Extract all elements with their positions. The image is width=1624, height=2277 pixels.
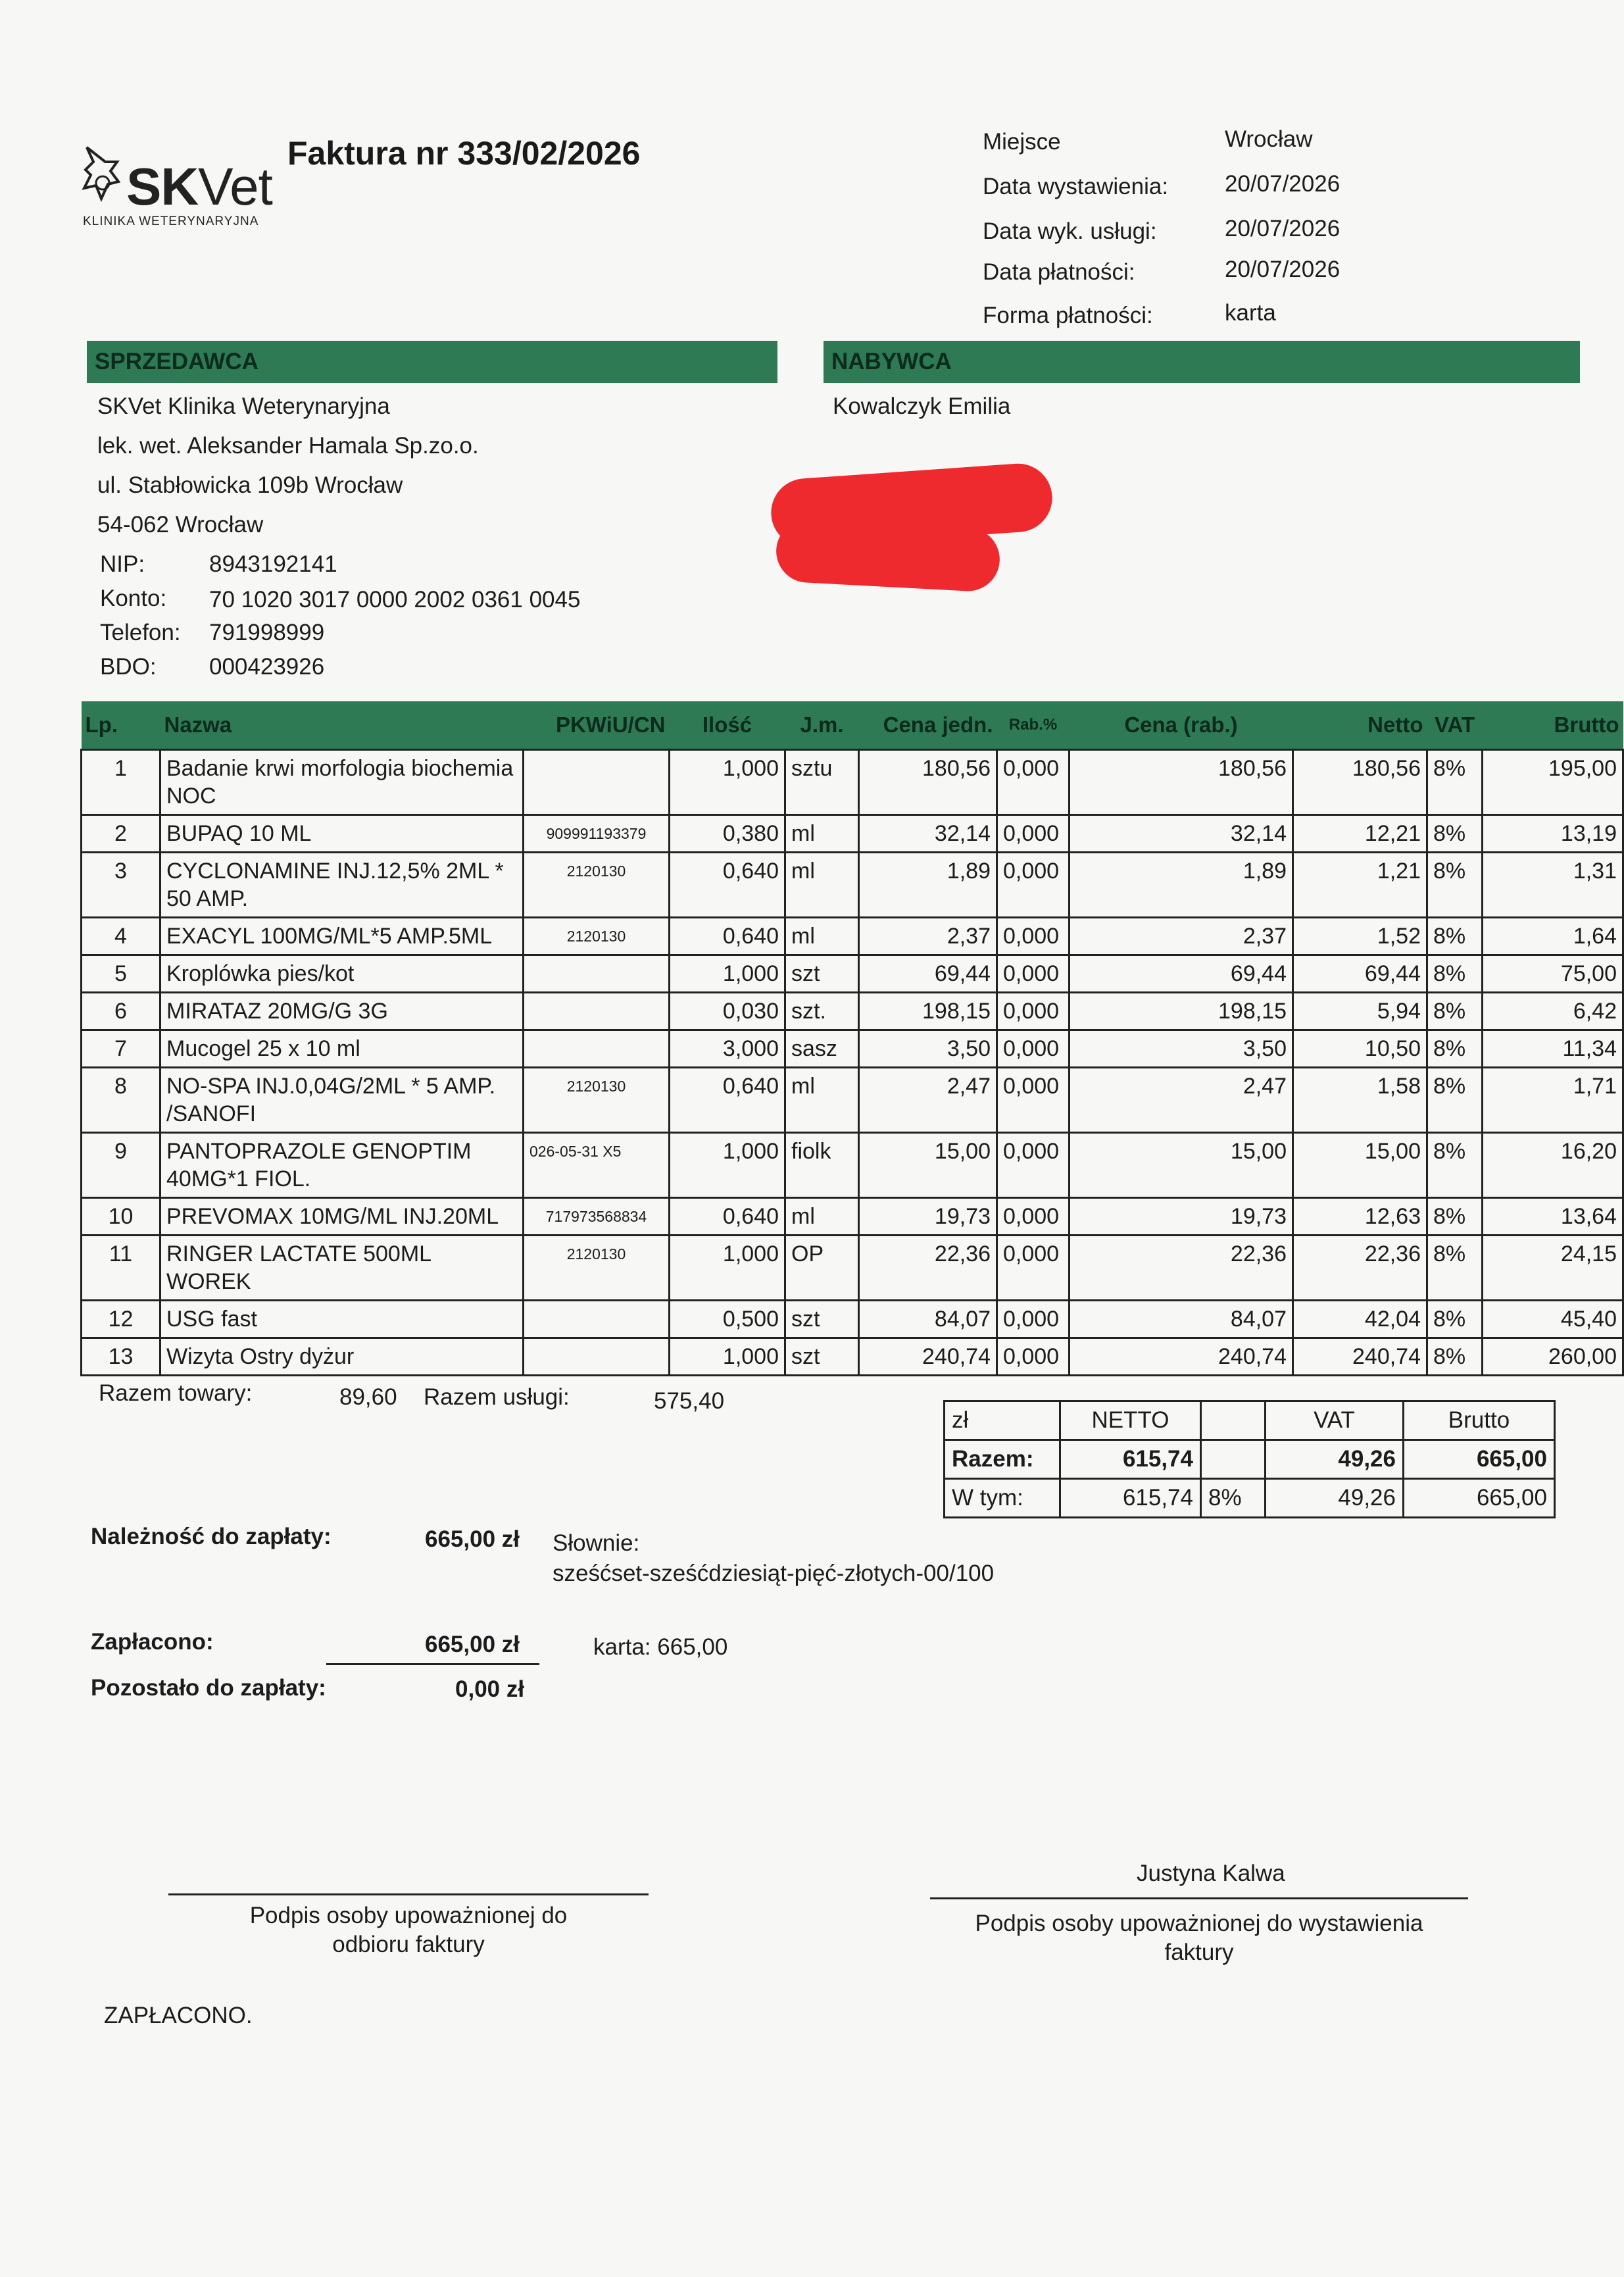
cell-gross: 45,40 (1483, 1301, 1623, 1338)
cell-gross: 260,00 (1483, 1338, 1623, 1376)
cell-name: Wizyta Ostry dyżur (160, 1338, 524, 1376)
cell-vat: 8% (1427, 853, 1483, 918)
cell-name: RINGER LACTATE 500ML WOREK (160, 1236, 524, 1301)
clinic-logo-subtitle: KLINIKA WETERYNARYJNA (83, 214, 259, 228)
cell-qty: 0,030 (670, 993, 785, 1030)
cell-discount: 0,000 (997, 955, 1070, 993)
issuer-signature-caption-1: Podpis osoby upoważnionej do wystawienia (975, 1911, 1423, 1936)
cell-price-discounted: 3,50 (1070, 1030, 1293, 1068)
summary-incl-gross: 665,00 (1404, 1479, 1555, 1518)
cell-net: 15,00 (1293, 1133, 1427, 1198)
issuer-name: Justyna Kalwa (1137, 1861, 1285, 1886)
cell-unit: ml (785, 918, 859, 955)
meta-value-place: Wrocław (1225, 126, 1313, 152)
cell-gross: 16,20 (1483, 1133, 1623, 1198)
meta-value-issue-date: 20/07/2026 (1225, 171, 1341, 197)
summary-total-label: Razem: (945, 1440, 1060, 1479)
cell-price-discounted: 19,73 (1070, 1198, 1293, 1236)
cell-price: 180,56 (859, 750, 997, 815)
cell-gross: 6,42 (1483, 993, 1623, 1030)
paid-label: Zapłacono: (91, 1629, 214, 1655)
cell-unit: szt (785, 955, 859, 993)
seller-nip-label: NIP: (100, 551, 145, 577)
cell-qty: 0,640 (670, 918, 785, 955)
invoice-title: Faktura nr 333/02/2026 (287, 135, 641, 172)
cell-lp: 8 (82, 1068, 160, 1133)
col-header-vat: VAT (1427, 701, 1483, 750)
cell-qty: 1,000 (670, 1338, 785, 1376)
col-header-lp: Lp. (82, 701, 160, 750)
cell-unit: ml (785, 1198, 859, 1236)
cell-price: 2,47 (859, 1068, 997, 1133)
col-header-price-discounted: Cena (rab.) (1070, 701, 1293, 750)
paid-value: 665,00 zł (425, 1632, 520, 1657)
summary-header-net: NETTO (1060, 1401, 1201, 1440)
cell-price: 84,07 (859, 1301, 997, 1338)
cell-qty: 1,000 (670, 955, 785, 993)
cell-price: 1,89 (859, 853, 997, 918)
col-header-name: Nazwa (160, 701, 524, 750)
cell-qty: 0,640 (670, 853, 785, 918)
cell-lp: 13 (82, 1338, 160, 1376)
cell-net: 69,44 (1293, 955, 1427, 993)
seller-account-label: Konto: (100, 586, 167, 611)
cell-qty: 3,000 (670, 1030, 785, 1068)
table-row (82, 750, 1623, 815)
buyer-name: Kowalczyk Emilia (833, 393, 1011, 419)
cell-qty: 0,380 (670, 815, 785, 853)
amount-due-value: 665,00 zł (425, 1526, 520, 1552)
table-row (82, 918, 1623, 955)
col-header-unit: J.m. (785, 701, 859, 750)
cell-qty: 0,500 (670, 1301, 785, 1338)
issuer-signature-line (930, 1897, 1468, 1899)
seller-nip-value: 8943192141 (209, 551, 337, 577)
cell-price: 19,73 (859, 1198, 997, 1236)
cell-price: 240,74 (859, 1338, 997, 1376)
paid-stamp-note: ZAPŁACONO. (104, 2003, 253, 2028)
cell-price: 69,44 (859, 955, 997, 993)
items-table (80, 701, 1624, 1376)
cell-net: 1,52 (1293, 918, 1427, 955)
meta-label-place: Miejsce (983, 129, 1061, 155)
table-row (82, 1198, 1623, 1236)
cell-price-discounted: 240,74 (1070, 1338, 1293, 1376)
cell-price-discounted: 1,89 (1070, 853, 1293, 918)
col-header-discount: Rab.% (997, 701, 1070, 750)
cell-price: 22,36 (859, 1236, 997, 1301)
summary-total-rate (1201, 1440, 1266, 1479)
cell-price-discounted: 180,56 (1070, 750, 1293, 815)
cell-unit: ml (785, 815, 859, 853)
table-row (82, 853, 1623, 918)
cell-price-discounted: 22,36 (1070, 1236, 1293, 1301)
cell-vat: 8% (1427, 955, 1483, 993)
cell-discount: 0,000 (997, 1133, 1070, 1198)
cell-gross: 24,15 (1483, 1236, 1623, 1301)
cell-pkwiu: 2120130 (524, 1236, 670, 1301)
cell-net: 12,63 (1293, 1198, 1427, 1236)
cell-unit: sasz (785, 1030, 859, 1068)
table-header-row (82, 701, 1623, 750)
cell-name: USG fast (160, 1301, 524, 1338)
cell-pkwiu: 2120130 (524, 853, 670, 918)
services-total-label: Razem usługi: (424, 1384, 570, 1410)
cell-discount: 0,000 (997, 1198, 1070, 1236)
cell-pkwiu (524, 1301, 670, 1338)
cell-unit: szt (785, 1338, 859, 1376)
cell-discount: 0,000 (997, 1338, 1070, 1376)
cell-gross: 11,34 (1483, 1030, 1623, 1068)
cell-unit: OP (785, 1236, 859, 1301)
cell-price-discounted: 84,07 (1070, 1301, 1293, 1338)
cell-lp: 10 (82, 1198, 160, 1236)
paid-underline (326, 1663, 539, 1665)
cell-gross: 13,19 (1483, 815, 1623, 853)
amount-due-label: Należność do zapłaty: (91, 1524, 332, 1549)
cell-net: 22,36 (1293, 1236, 1427, 1301)
cell-vat: 8% (1427, 918, 1483, 955)
cell-price-discounted: 69,44 (1070, 955, 1293, 993)
paid-method: karta: 665,00 (593, 1634, 728, 1660)
cell-pkwiu: 026-05-31 X5 (524, 1133, 670, 1198)
seller-bdo-value: 000423926 (209, 654, 325, 680)
cell-vat: 8% (1427, 750, 1483, 815)
cell-lp: 5 (82, 955, 160, 993)
cell-pkwiu (524, 1030, 670, 1068)
meta-label-payment-method: Forma płatności: (983, 303, 1153, 328)
summary-total-row (945, 1440, 1555, 1479)
cell-vat: 8% (1427, 1133, 1483, 1198)
cell-vat: 8% (1427, 1338, 1483, 1376)
summary-header-gross: Brutto (1404, 1401, 1555, 1440)
cell-gross: 13,64 (1483, 1198, 1623, 1236)
table-row (82, 1338, 1623, 1376)
receiver-signature-caption-2: odbioru faktury (332, 1932, 485, 1957)
cell-net: 180,56 (1293, 750, 1427, 815)
cell-qty: 0,640 (670, 1068, 785, 1133)
cell-price-discounted: 32,14 (1070, 815, 1293, 853)
cell-name: Kroplówka pies/kot (160, 955, 524, 993)
cell-vat: 8% (1427, 1236, 1483, 1301)
cell-net: 1,21 (1293, 853, 1427, 918)
cell-discount: 0,000 (997, 1236, 1070, 1301)
cell-name: MIRATAZ 20MG/G 3G (160, 993, 524, 1030)
cell-gross: 1,31 (1483, 853, 1623, 918)
cell-price-discounted: 15,00 (1070, 1133, 1293, 1198)
receiver-signature-caption-1: Podpis osoby upoważnionej do (249, 1903, 568, 1928)
cell-qty: 0,640 (670, 1198, 785, 1236)
seller-heading: SPRZEDAWCA (87, 341, 777, 383)
cell-pkwiu: 2120130 (524, 918, 670, 955)
cell-gross: 195,00 (1483, 750, 1623, 815)
cell-price: 15,00 (859, 1133, 997, 1198)
cell-lp: 7 (82, 1030, 160, 1068)
cell-gross: 1,71 (1483, 1068, 1623, 1133)
vat-summary-table (943, 1400, 1556, 1518)
col-header-qty: Ilość (670, 701, 785, 750)
summary-incl-vat: 49,26 (1266, 1479, 1404, 1518)
clinic-logo-icon (79, 142, 125, 208)
cell-vat: 8% (1427, 1198, 1483, 1236)
cell-net: 12,21 (1293, 815, 1427, 853)
summary-total-vat: 49,26 (1266, 1440, 1404, 1479)
cell-lp: 11 (82, 1236, 160, 1301)
cell-price: 2,37 (859, 918, 997, 955)
cell-pkwiu (524, 955, 670, 993)
col-header-gross: Brutto (1483, 701, 1623, 750)
seller-line-2: lek. wet. Aleksander Hamala Sp.zo.o. (97, 433, 479, 459)
table-row (82, 1236, 1623, 1301)
table-row (82, 1068, 1623, 1133)
cell-vat: 8% (1427, 1301, 1483, 1338)
amount-words-label: Słownie: (553, 1530, 640, 1556)
seller-line-4: 54-062 Wrocław (97, 512, 264, 538)
cell-price-discounted: 2,47 (1070, 1068, 1293, 1133)
cell-discount: 0,000 (997, 1301, 1070, 1338)
cell-discount: 0,000 (997, 853, 1070, 918)
cell-lp: 2 (82, 815, 160, 853)
cell-lp: 9 (82, 1133, 160, 1198)
cell-discount: 0,000 (997, 1068, 1070, 1133)
cell-name: NO-SPA INJ.0,04G/2ML * 5 AMP. /SANOFI (160, 1068, 524, 1133)
cell-unit: ml (785, 853, 859, 918)
cell-unit: sztu (785, 750, 859, 815)
summary-incl-rate: 8% (1201, 1479, 1266, 1518)
meta-value-service-date: 20/07/2026 (1225, 216, 1341, 241)
cell-discount: 0,000 (997, 750, 1070, 815)
meta-value-payment-date: 20/07/2026 (1225, 257, 1341, 282)
cell-lp: 6 (82, 993, 160, 1030)
cell-name: Mucogel 25 x 10 ml (160, 1030, 524, 1068)
summary-total-gross: 665,00 (1404, 1440, 1555, 1479)
summary-header-rate (1201, 1401, 1266, 1440)
col-header-pkwiu: PKWiU/CN (524, 701, 670, 750)
cell-price: 3,50 (859, 1030, 997, 1068)
goods-total-value: 89,60 (339, 1384, 397, 1410)
cell-gross: 75,00 (1483, 955, 1623, 993)
cell-qty: 1,000 (670, 1133, 785, 1198)
cell-lp: 1 (82, 750, 160, 815)
amount-words-value: sześćset-sześćdziesiąt-pięć-złotych-00/100 (553, 1561, 995, 1586)
cell-vat: 8% (1427, 1068, 1483, 1133)
seller-line-3: ul. Stabłowicka 109b Wrocław (97, 472, 403, 498)
cell-name: PANTOPRAZOLE GENOPTIM 40MG*1 FIOL. (160, 1133, 524, 1198)
cell-price-discounted: 2,37 (1070, 918, 1293, 955)
buyer-heading: NABYWCA (824, 341, 1580, 383)
cell-name: CYCLONAMINE INJ.12,5% 2ML * 50 AMP. (160, 853, 524, 918)
cell-pkwiu (524, 1338, 670, 1376)
cell-pkwiu: 909991193379 (524, 815, 670, 853)
summary-header-vat: VAT (1266, 1401, 1404, 1440)
remaining-value: 0,00 zł (455, 1676, 525, 1702)
cell-name: Badanie krwi morfologia biochemia NOC (160, 750, 524, 815)
cell-pkwiu: 717973568834 (524, 1198, 670, 1236)
summary-currency: zł (945, 1401, 1060, 1440)
summary-incl-net: 615,74 (1060, 1479, 1201, 1518)
cell-qty: 1,000 (670, 1236, 785, 1301)
cell-unit: ml (785, 1068, 859, 1133)
table-row (82, 1030, 1623, 1068)
cell-discount: 0,000 (997, 918, 1070, 955)
services-total-value: 575,40 (654, 1388, 725, 1414)
cell-pkwiu: 2120130 (524, 1068, 670, 1133)
summary-incl-row (945, 1479, 1555, 1518)
cell-price: 198,15 (859, 993, 997, 1030)
receiver-signature-line (168, 1893, 649, 1895)
seller-phone-label: Telefon: (100, 620, 181, 645)
cell-net: 5,94 (1293, 993, 1427, 1030)
cell-lp: 4 (82, 918, 160, 955)
cell-discount: 0,000 (997, 1030, 1070, 1068)
cell-pkwiu (524, 750, 670, 815)
cell-name: BUPAQ 10 ML (160, 815, 524, 853)
seller-bdo-label: BDO: (100, 654, 157, 680)
cell-net: 42,04 (1293, 1301, 1427, 1338)
redaction-mark (775, 518, 1002, 593)
cell-discount: 0,000 (997, 993, 1070, 1030)
seller-account-value: 70 1020 3017 0000 2002 0361 0045 (209, 587, 581, 613)
cell-name: PREVOMAX 10MG/ML INJ.20ML (160, 1198, 524, 1236)
cell-price-discounted: 198,15 (1070, 993, 1293, 1030)
cell-net: 1,58 (1293, 1068, 1427, 1133)
issuer-signature-caption-2: faktury (1164, 1939, 1234, 1965)
clinic-logo-text: SKVet (126, 157, 272, 216)
meta-label-service-date: Data wyk. usługi: (983, 218, 1157, 244)
cell-discount: 0,000 (997, 815, 1070, 853)
cell-lp: 3 (82, 853, 160, 918)
meta-label-payment-date: Data płatności: (983, 259, 1135, 285)
col-header-price: Cena jedn. (859, 701, 997, 750)
summary-total-net: 615,74 (1060, 1440, 1201, 1479)
table-row (82, 993, 1623, 1030)
cell-unit: fiolk (785, 1133, 859, 1198)
cell-lp: 12 (82, 1301, 160, 1338)
summary-header-row (945, 1401, 1555, 1440)
seller-phone-value: 791998999 (209, 620, 325, 645)
cell-qty: 1,000 (670, 750, 785, 815)
cell-net: 240,74 (1293, 1338, 1427, 1376)
cell-unit: szt. (785, 993, 859, 1030)
table-row (82, 1301, 1623, 1338)
cell-net: 10,50 (1293, 1030, 1427, 1068)
cell-vat: 8% (1427, 993, 1483, 1030)
meta-label-issue-date: Data wystawienia: (983, 174, 1169, 199)
cell-name: EXACYL 100MG/ML*5 AMP.5ML (160, 918, 524, 955)
table-row (82, 1133, 1623, 1198)
table-row (82, 955, 1623, 993)
meta-value-payment-method: karta (1225, 300, 1276, 326)
remaining-label: Pozostało do zapłaty: (91, 1675, 326, 1701)
goods-total-label: Razem towary: (99, 1380, 253, 1406)
cell-price: 32,14 (859, 815, 997, 853)
summary-incl-label: W tym: (945, 1479, 1060, 1518)
col-header-net: Netto (1293, 701, 1427, 750)
cell-gross: 1,64 (1483, 918, 1623, 955)
seller-line-1: SKVet Klinika Weterynaryjna (97, 393, 390, 419)
cell-unit: szt (785, 1301, 859, 1338)
cell-pkwiu (524, 993, 670, 1030)
cell-vat: 8% (1427, 815, 1483, 853)
table-row (82, 815, 1623, 853)
cell-vat: 8% (1427, 1030, 1483, 1068)
